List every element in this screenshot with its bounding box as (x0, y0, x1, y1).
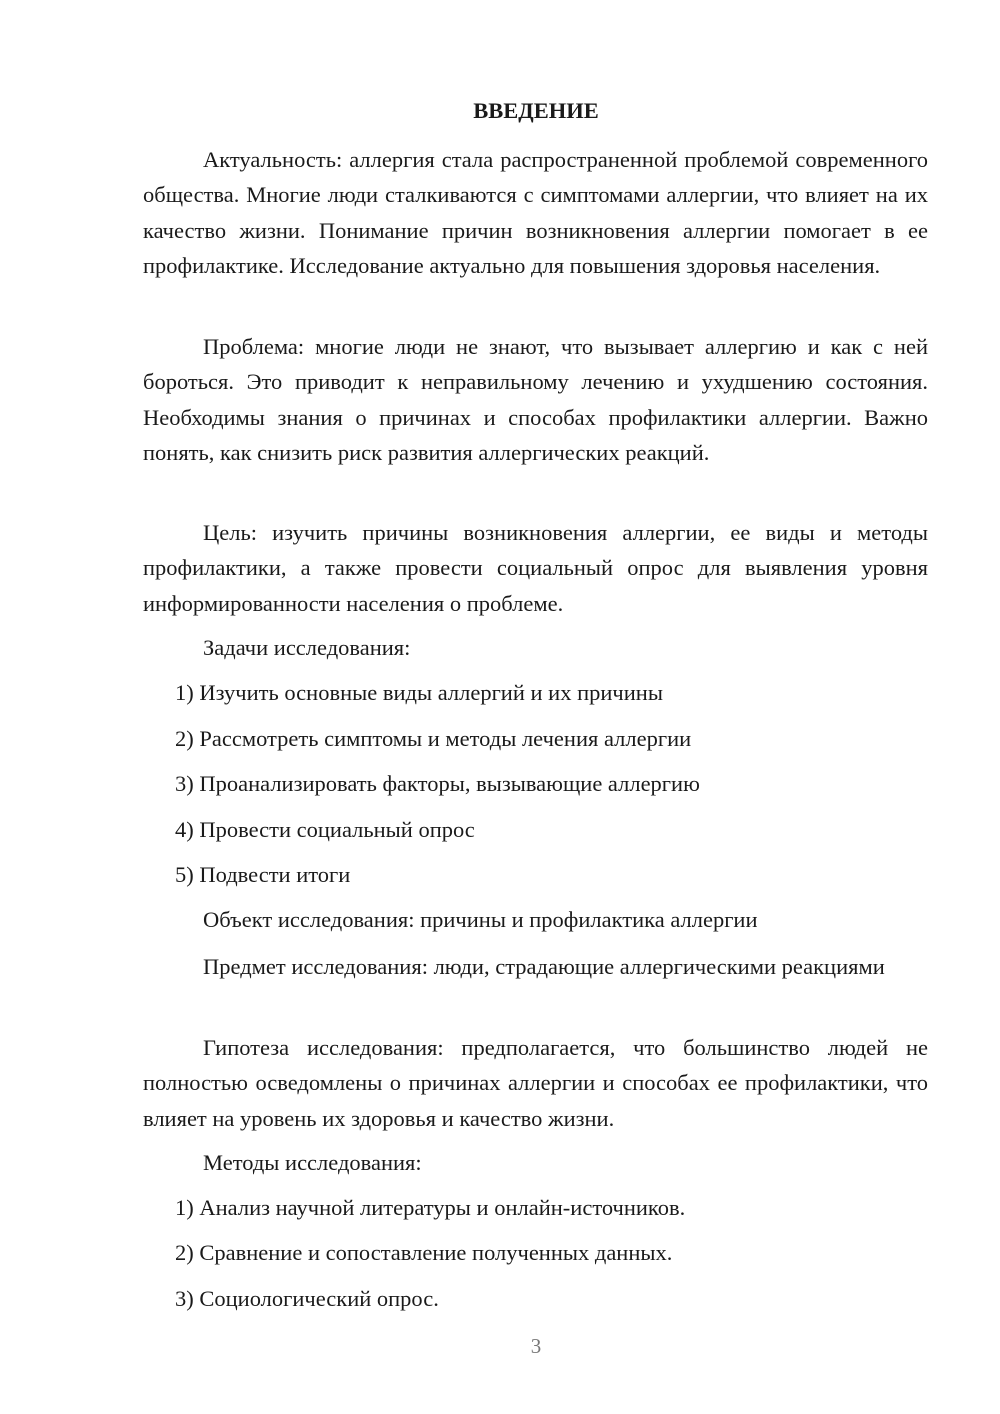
method-item-3: 3) Социологический опрос. (175, 1286, 439, 1311)
method-item-1: 1) Анализ научной литературы и онлайн-источников. (175, 1195, 686, 1220)
task-item-2: 2) Рассмотреть симптомы и методы лечения аллергии (175, 726, 692, 751)
task-item-5: 5) Подвести итоги (175, 862, 351, 887)
tasks-heading: Задачи исследования: (203, 635, 411, 660)
page-number: 3 (530, 1334, 542, 1358)
hypothesis-paragraph: Гипотеза исследования: предполагается, что большинство людей не полностью осведомлены о причинах аллергии и способах ее профилактики, что влияет на уровень их здоровья и качество жизни. (143, 1035, 928, 1131)
goal-paragraph: Цель: изучить причины возникновения аллергии, ее виды и методы профилактики, а также провести социальный опрос для выявления уровня информированности населения о проблеме. (143, 520, 928, 616)
task-item-4: 4) Провести социальный опрос (175, 817, 475, 842)
problem-paragraph: Проблема: многие люди не знают, что вызывает аллергию и как с ней бороться. Это приводит к неправильному лечению и ухудшению состояния. Необходимы знания о причинах и способах профилактики аллергии. Важно понять, как снизить риск развития аллергических реакций. (143, 334, 928, 466)
relevance-paragraph: Актуальность: аллергия стала распространенной проблемой современного общества. Многие люди сталкиваются с симптомами аллергии, что влияет на их качество жизни. Понимание причин возникновения аллергии помогает в ее профилактике. Исследование актуально для повышения здоровья населения. (143, 147, 928, 279)
object-line: Объект исследования: причины и профилактика аллергии (203, 907, 758, 932)
section-title: ВВЕДЕНИЕ (473, 98, 599, 123)
task-item-3: 3) Проанализировать факторы, вызывающие аллергию (175, 771, 700, 796)
method-item-2: 2) Сравнение и сопоставление полученных данных. (175, 1240, 673, 1265)
methods-heading: Методы исследования: (203, 1150, 422, 1175)
subject-paragraph: Предмет исследования: люди, страдающие аллергическими реакциями (203, 954, 885, 979)
task-item-1: 1) Изучить основные виды аллергий и их причины (175, 680, 663, 705)
